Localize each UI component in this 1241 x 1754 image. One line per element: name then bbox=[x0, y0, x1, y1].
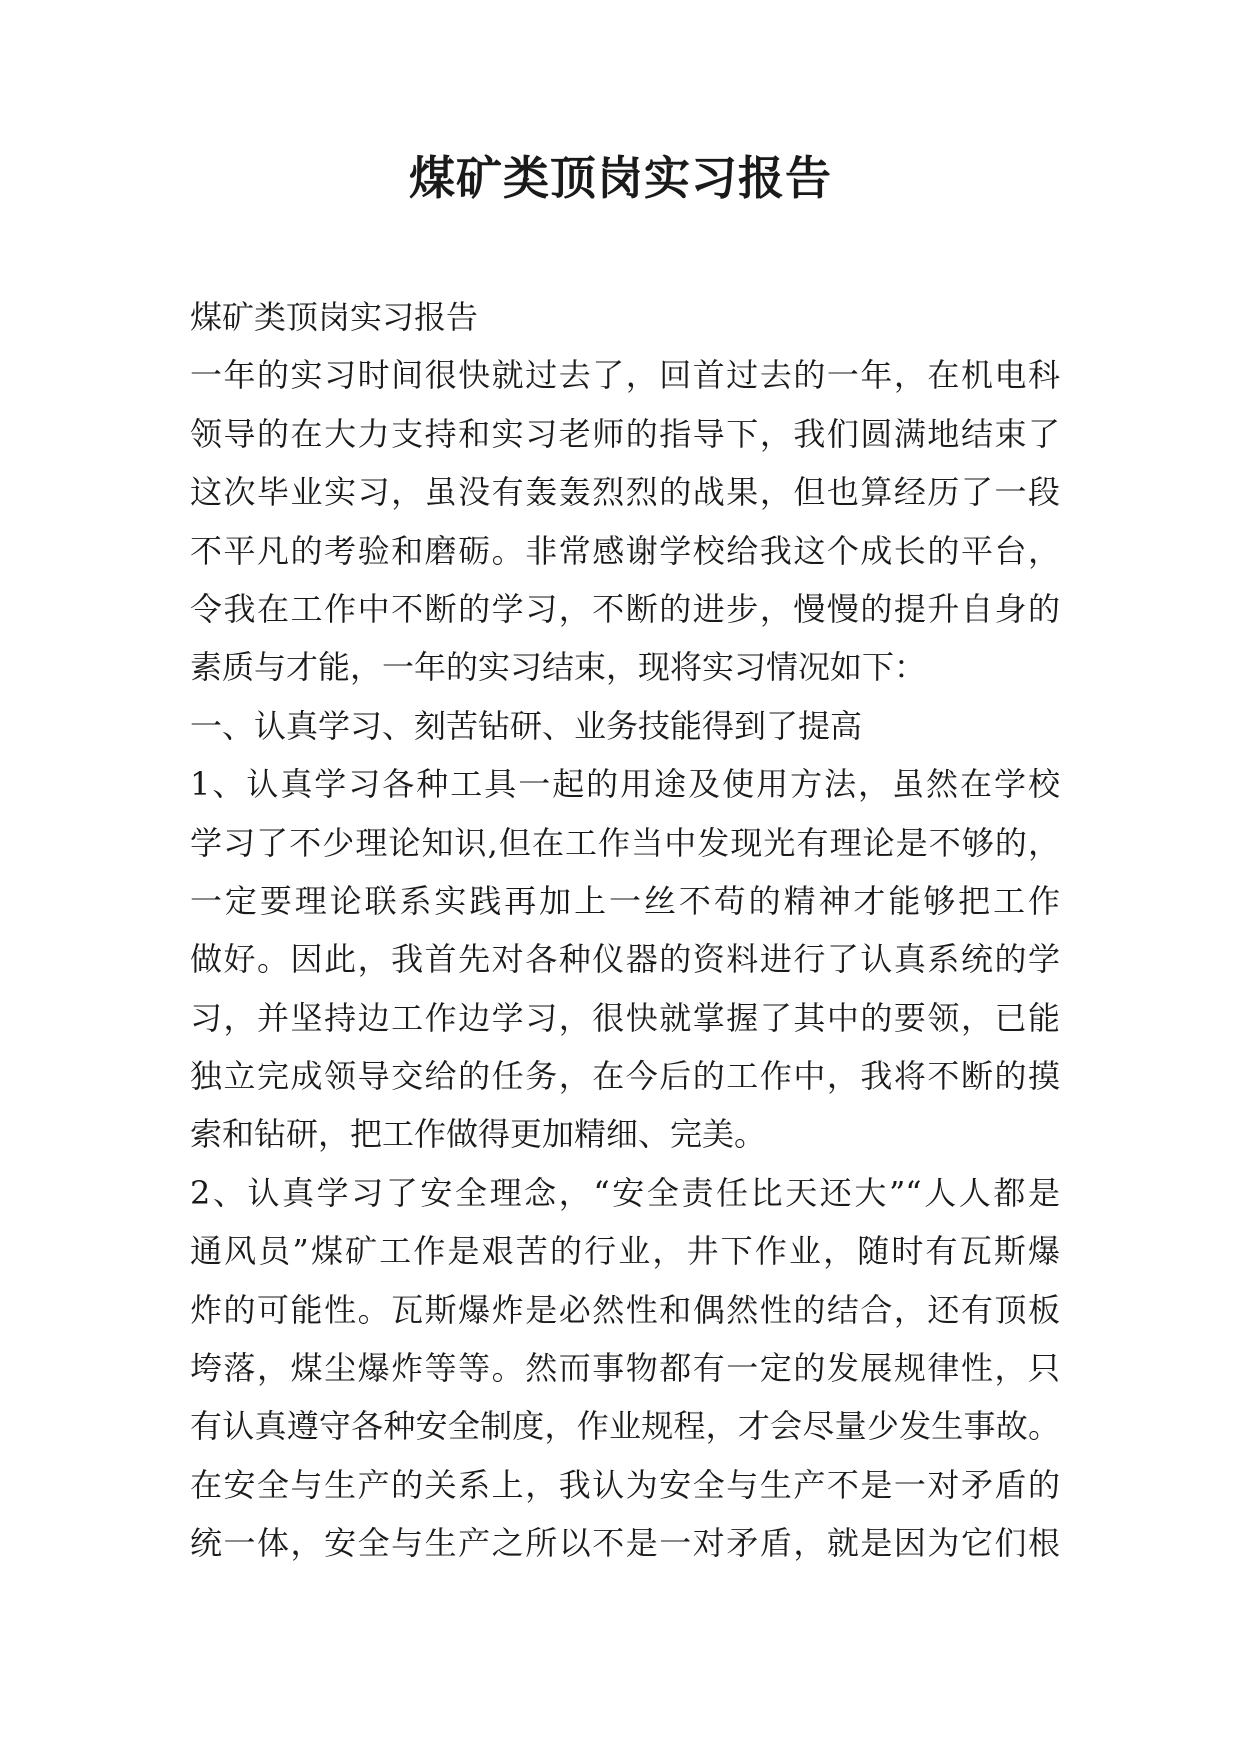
body-line: 习，并坚持边工作边学习，很快就掌握了其中的要领，已能 bbox=[190, 998, 1060, 1037]
body-line: 在安全与生产的关系上，我认为安全与生产不是一对矛盾的 bbox=[190, 1465, 1060, 1504]
body-line: 炸的可能性。瓦斯爆炸是必然性和偶然性的结合，还有顶板 bbox=[190, 1290, 1060, 1329]
body-line: 垮落，煤尘爆炸等等。然而事物都有一定的发展规律性，只 bbox=[190, 1349, 1060, 1388]
body-line: 不平凡的考验和磨砺。非常感谢学校给我这个成长的平台， bbox=[190, 531, 1060, 570]
section-heading: 一、认真学习、刻苦钻研、业务技能得到了提高 bbox=[190, 706, 863, 745]
body-line: 学习了不少理论知识,但在工作当中发现光有理论是不够的， bbox=[190, 823, 1060, 862]
body-line: 领导的在大力支持和实习老师的指导下，我们圆满地结束了 bbox=[190, 414, 1060, 453]
body-line: 做好。因此，我首先对各种仪器的资料进行了认真系统的学 bbox=[190, 940, 1060, 979]
document-title: 煤矿类顶岗实习报告 bbox=[409, 151, 832, 205]
body-line: 一年的实习时间很快就过去了，回首过去的一年，在机电科 bbox=[190, 356, 1060, 395]
body-line: 素质与才能，一年的实习结束，现将实习情况如下： bbox=[190, 648, 927, 687]
body-line: 令我在工作中不断的学习，不断的进步，慢慢的提升自身的 bbox=[190, 589, 1060, 628]
body-line: 独立完成领导交给的任务，在今后的工作中，我将不断的摸 bbox=[190, 1057, 1060, 1096]
body-line: 通风员”煤矿工作是艰苦的行业，井下作业，随时有瓦斯爆 bbox=[190, 1232, 1060, 1271]
subtitle-line: 煤矿类顶岗实习报告 bbox=[190, 298, 479, 336]
body-line: 这次毕业实习，虽没有轰轰烈烈的战果，但也算经历了一段 bbox=[190, 473, 1060, 512]
body-line: 1、认真学习各种工具一起的用途及使用方法，虽然在学校 bbox=[190, 765, 1060, 804]
document-body bbox=[190, 288, 1060, 1573]
body-line: 一定要理论联系实践再加上一丝不苟的精神才能够把工作 bbox=[190, 881, 1060, 920]
body-line: 有认真遵守各种安全制度，作业规程，才会尽量少发生事故。 bbox=[190, 1407, 1060, 1446]
body-line: 统一体，安全与生产之所以不是一对矛盾，就是因为它们根 bbox=[190, 1524, 1060, 1563]
body-line: 2、认真学习了安全理念，“安全责任比天还大”“人人都是 bbox=[190, 1173, 1060, 1212]
body-line: 索和钻研，把工作做得更加精细、完美。 bbox=[190, 1115, 767, 1154]
